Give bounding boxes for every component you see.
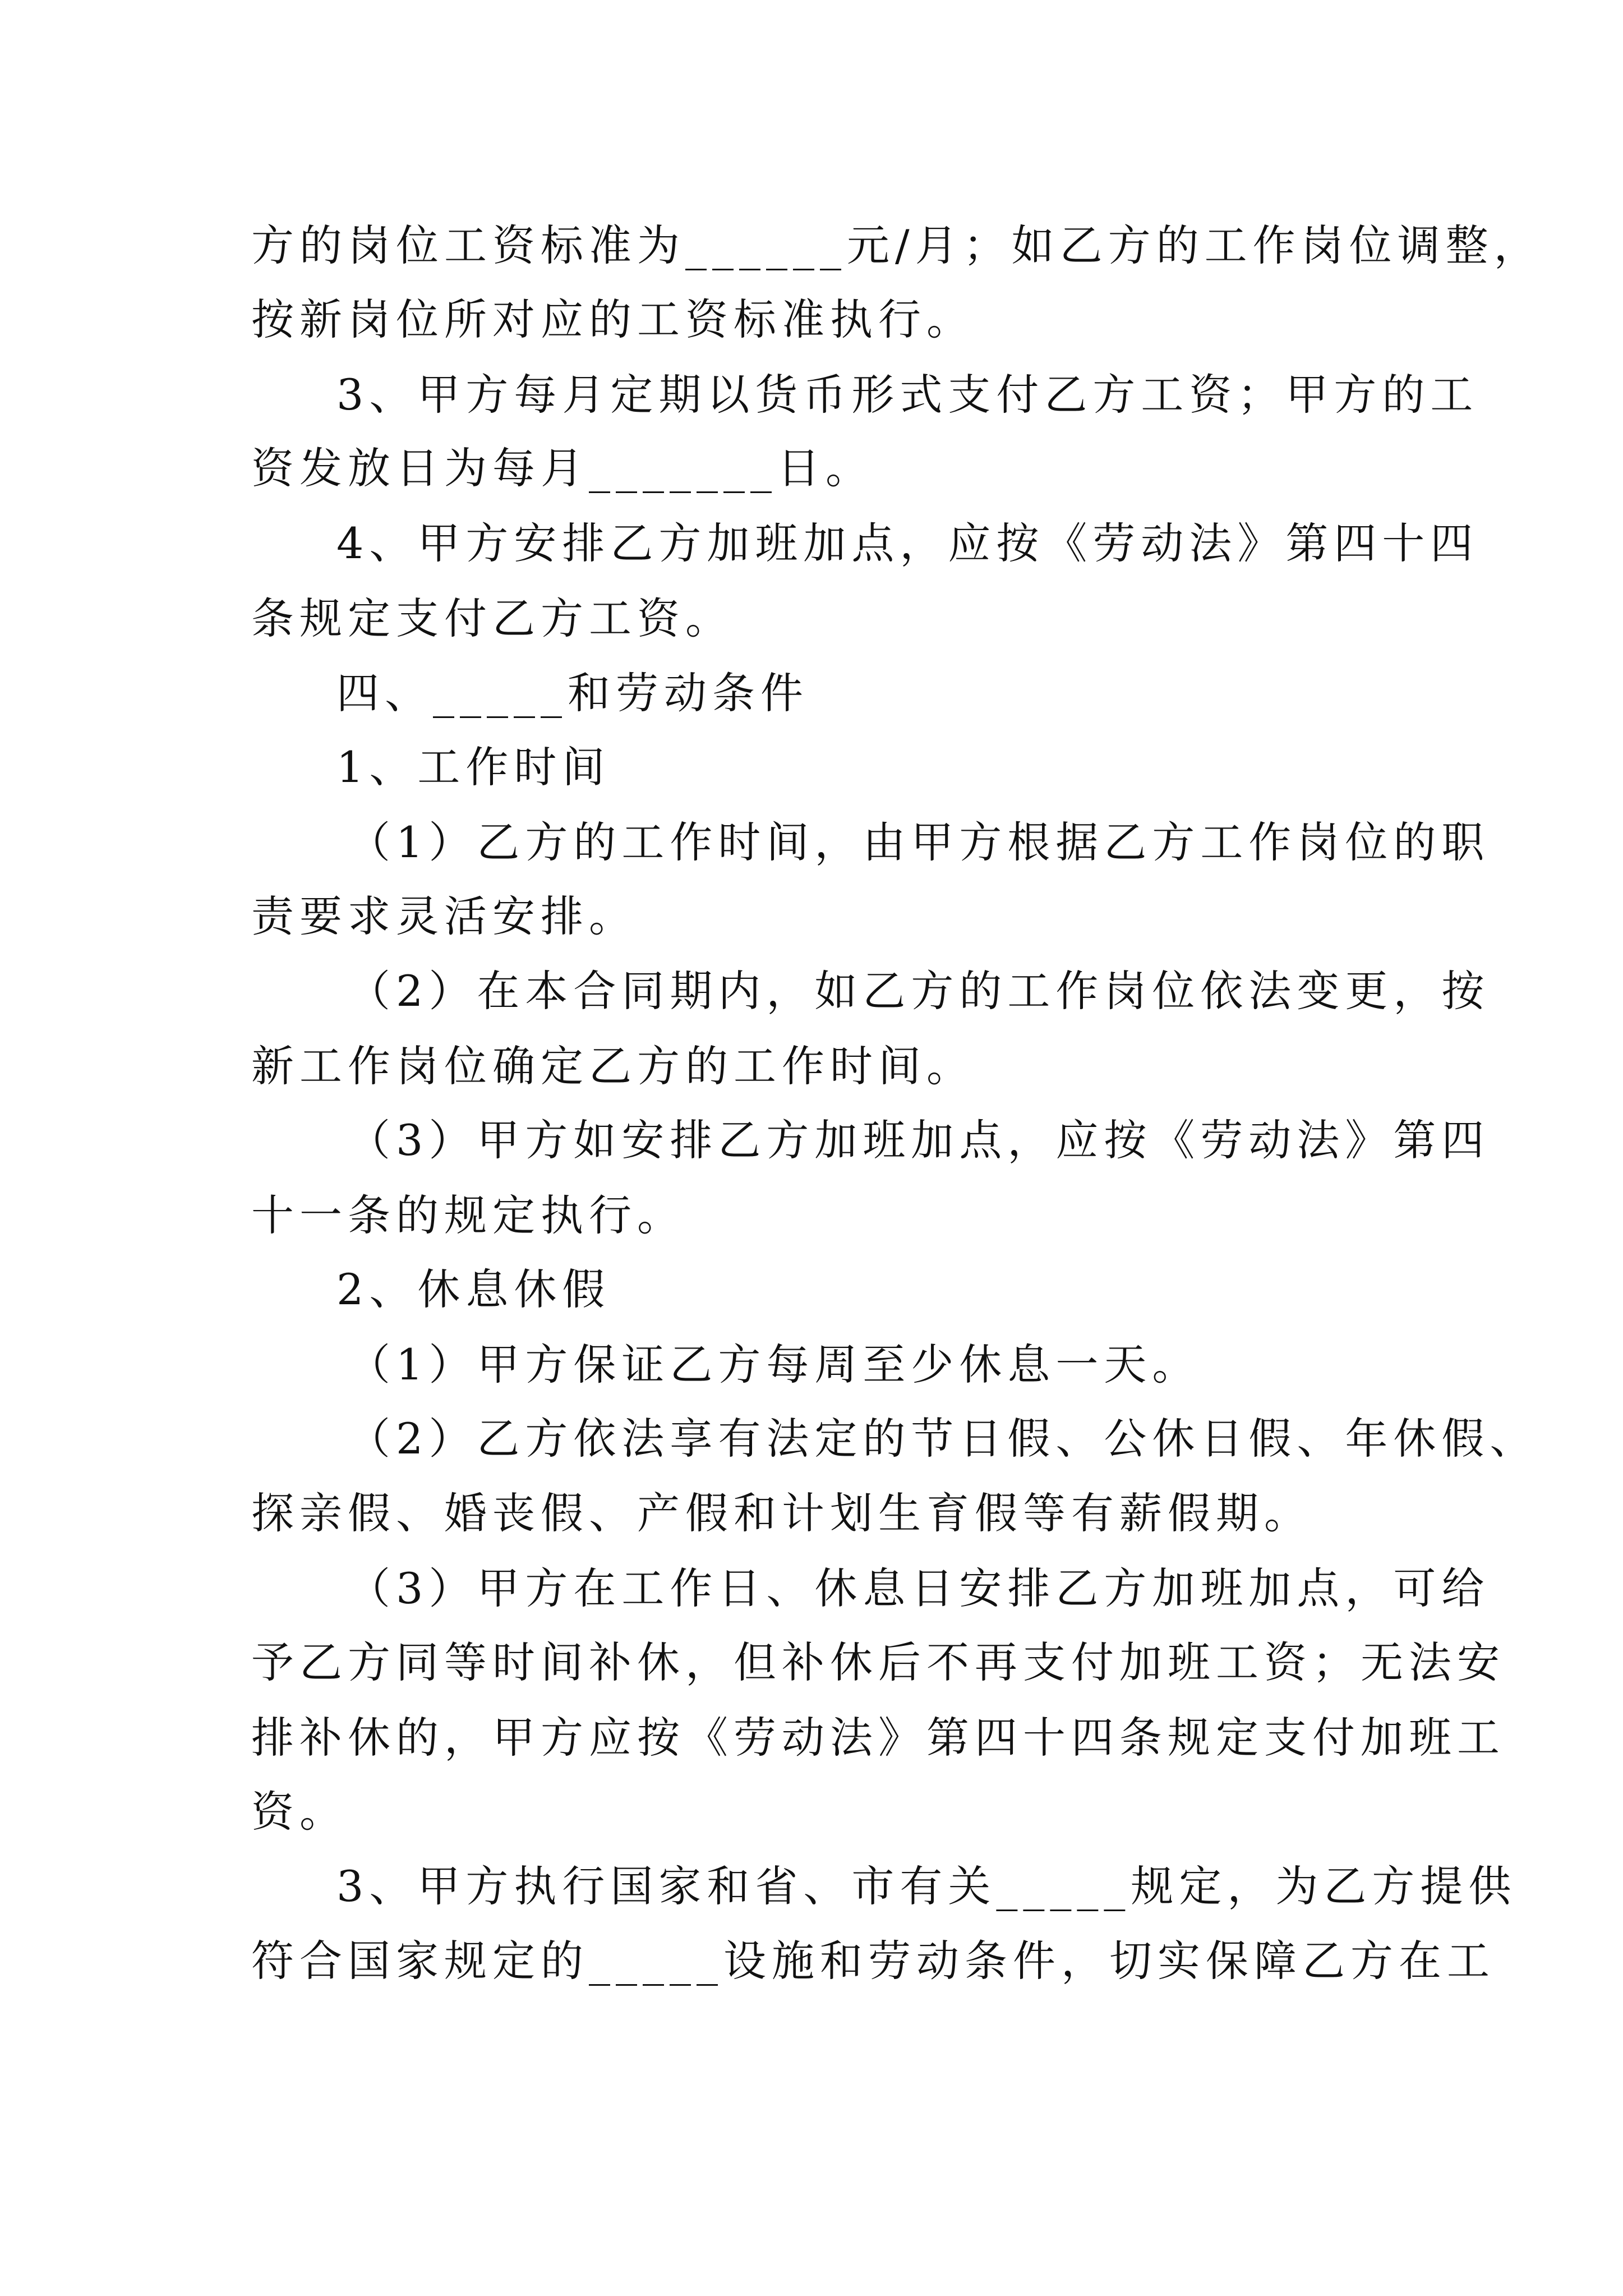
text-line: 3、甲方执行国家和省、市有关_____规定，为乙方提供 (336, 1861, 1517, 1911)
text-line: （2）在本合同期内，如乙方的工作岗位依法变更，按 (348, 966, 1490, 1016)
text-line: 方的岗位工资标准为______元/月；如乙方的工作岗位调整， (251, 220, 1542, 270)
text-line: 符合国家规定的_____设施和劳动条件，切实保障乙方在工 (251, 1936, 1495, 1986)
text-line: 条规定支付乙方工资。 (251, 593, 734, 643)
text-line: 排补休的，甲方应按《劳动法》第四十四条规定支付加班工 (251, 1713, 1505, 1763)
text-line: 责要求灵活安排。 (251, 891, 637, 941)
text-line: （3）甲方在工作日、休息日安排乙方加班加点，可给 (348, 1563, 1490, 1613)
subsection-heading: 2、休息休假 (336, 1264, 611, 1314)
text-line: 十一条的规定执行。 (251, 1190, 685, 1240)
text-line: 予乙方同等时间补休，但补休后不再支付加班工资；无法安 (251, 1637, 1505, 1687)
text-line: 资发放日为每月_______日。 (251, 443, 874, 493)
text-line: 3、甲方每月定期以货币形式支付乙方工资；甲方的工 (336, 370, 1479, 420)
text-line: 4、甲方安排乙方加班加点，应按《劳动法》第四十四 (336, 518, 1479, 568)
text-line: （1）甲方保证乙方每周至少休息一天。 (348, 1340, 1201, 1389)
text-line: 资。 (251, 1787, 348, 1837)
text-line: 探亲假、婚丧假、产假和计划生育假等有薪假期。 (251, 1488, 1312, 1538)
text-line: （3）甲方如安排乙方加班加点，应按《劳动法》第四 (348, 1115, 1490, 1165)
text-line: 按新岗位所对应的工资标准执行。 (251, 295, 975, 344)
section-heading: 四、_____和劳动条件 (336, 668, 809, 718)
subsection-heading: 1、工作时间 (336, 742, 611, 792)
text-line: （2）乙方依法享有法定的节日假、公休日假、年休假、 (348, 1414, 1538, 1464)
text-line: （1）乙方的工作时间，由甲方根据乙方工作岗位的职 (348, 817, 1490, 867)
text-line: 新工作岗位确定乙方的工作时间。 (251, 1041, 975, 1091)
